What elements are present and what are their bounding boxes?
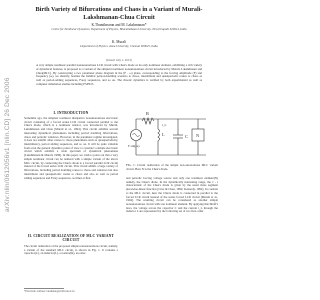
arxiv-identifier: arXiv:nlin/0612056v1 [nlin.CD] 26 Dec 2006 xyxy=(4,77,11,213)
label-l: L xyxy=(162,132,165,137)
section-2-body: The circuit realization of the proposed simple nonautonomous circuit, namely, a variant of the standard MLC circuit, is shown in Fig. 1. It contains a capacitor(C), an inductor(L), a resistor(R), an exter- xyxy=(24,245,118,256)
section-1-heading: I. INTRODUCTION xyxy=(53,111,89,115)
figure-1-caption: FIG. 1: Circuit realization of the simple non-autonomous MLC variant circuit. Here N is the Chua's diode. xyxy=(126,163,218,171)
label-source: F sin(ωt) xyxy=(128,144,140,148)
date-line: (Dated: July 1, 2013) xyxy=(106,58,132,62)
affiliation-1: Centre for Nonlinear Dynamics, Department of Physics, Bharathidasan University, Tiruchirapalli 620024, India xyxy=(51,27,187,31)
abstract: A very simple nonlinear parallel nonautonomous LCR circuit with Chua's diode as its only nonlinear element, exhibiting a rich variety of dynamical features, is proposed as a variant of the simplest nonlinear nonautonomous circuit introduced by Murali, Lakshmanan and Chua(MLC). By constructing a two parameter phase diagram in the (F - ω) plane, corresponding to the forcing amplitude (F) and frequency (ω), we identify, besides the familiar period-doubling scenario to chaos, intermittent and quasiperiodic routes to chaos as well as period-adding sequences, Farey sequences, and so on. The chaotic dynamics is verified by both experimental as well as computer simulation studies including PSPICE. xyxy=(36,63,202,86)
section-1-body: Sometime ago, the simplest nonlinear dissipative nonautonomous electronic circuit consisting of a forced series LCR circuit connected parallel to the Chua's diode, which is a nonlinear resistor, was introduced by Murali, Lakshmanan and Chua [Murali et al., 1994]. This circuit exhibits several interesting dynamical phenomena including period doubling bifurcations, chaos and periodic windows. However, in the parameter regime investigated, it does not exhibit other routes to chaos phenomena such as quasiperiodicity, intermittency, period adding sequences, and so on. It will be quite valuable from even the general dynamics point of view to construct a simple electronic circuit which exhibits a wide spectrum of dynamical phenomena [Lakshmanan & Murali, 1996]. In this paper, we wish to point out that a very simple nonlinear circuit can be realized with a simple variant of the above MLC circuit, by connecting the Chua's diode to a forced parallel LCR circuit instead of the forced series LCR circuit. This circuit admits a large variety of bifurcations, including period doubling routes to chaos and windows but also intermittent and quasiperiodic routes to chaos and also as well as period adding sequences and Farey sequences, as times at first. xyxy=(24,117,118,180)
section-2-heading: II. CIRCUIT REALIZATION OF MLC VARIANT CIRCUIT xyxy=(27,234,115,243)
label-r: R xyxy=(146,111,150,116)
footnote-rule xyxy=(24,288,64,289)
label-c: C xyxy=(185,134,189,139)
paper-title: Birth Variety of Bifurcations and Chaos in a Variant of Murali-Lakshmanan-Chua Circuit xyxy=(35,6,203,21)
inductor-symbol xyxy=(158,129,160,141)
label-n: N xyxy=(196,133,200,138)
affiliation-2: Department of Physics, Anna University, Chennai 600025, India xyxy=(80,44,158,48)
footnote: *Electronic address: lakshman@cnld.bdu.ac.in xyxy=(24,290,75,293)
circuit-schematic xyxy=(128,111,218,161)
label-il: i_L xyxy=(162,123,167,127)
author-2: K. Murali xyxy=(111,40,127,44)
right-column-body: and periodic forcing voltage source and only one nonlinear element(N) namely, the Chua's diode. In the dynamically interesting range, the v - i characteristic of the Chua's diode is given by the usual three segment piecewise-linear function [Cruz & Chua, 1992; Kennedy, 1992]. In contrast to the MLC circuit, here the Chua's diode is connected in parallel to the forced LCR circuit instead of the series forced LCR circuit [Murali et al., 1994]. The resulting circuit can be considered as another simple nonautonomous circuit with one nonlinear element. By applying Kirchhoff's laws, the voltage across the capacitor C and the current i_L through the inductor L are represented by the following set of two first-order xyxy=(126,177,218,214)
author-line: K.Thamilmaran and M. Lakshmanan* xyxy=(91,23,147,27)
